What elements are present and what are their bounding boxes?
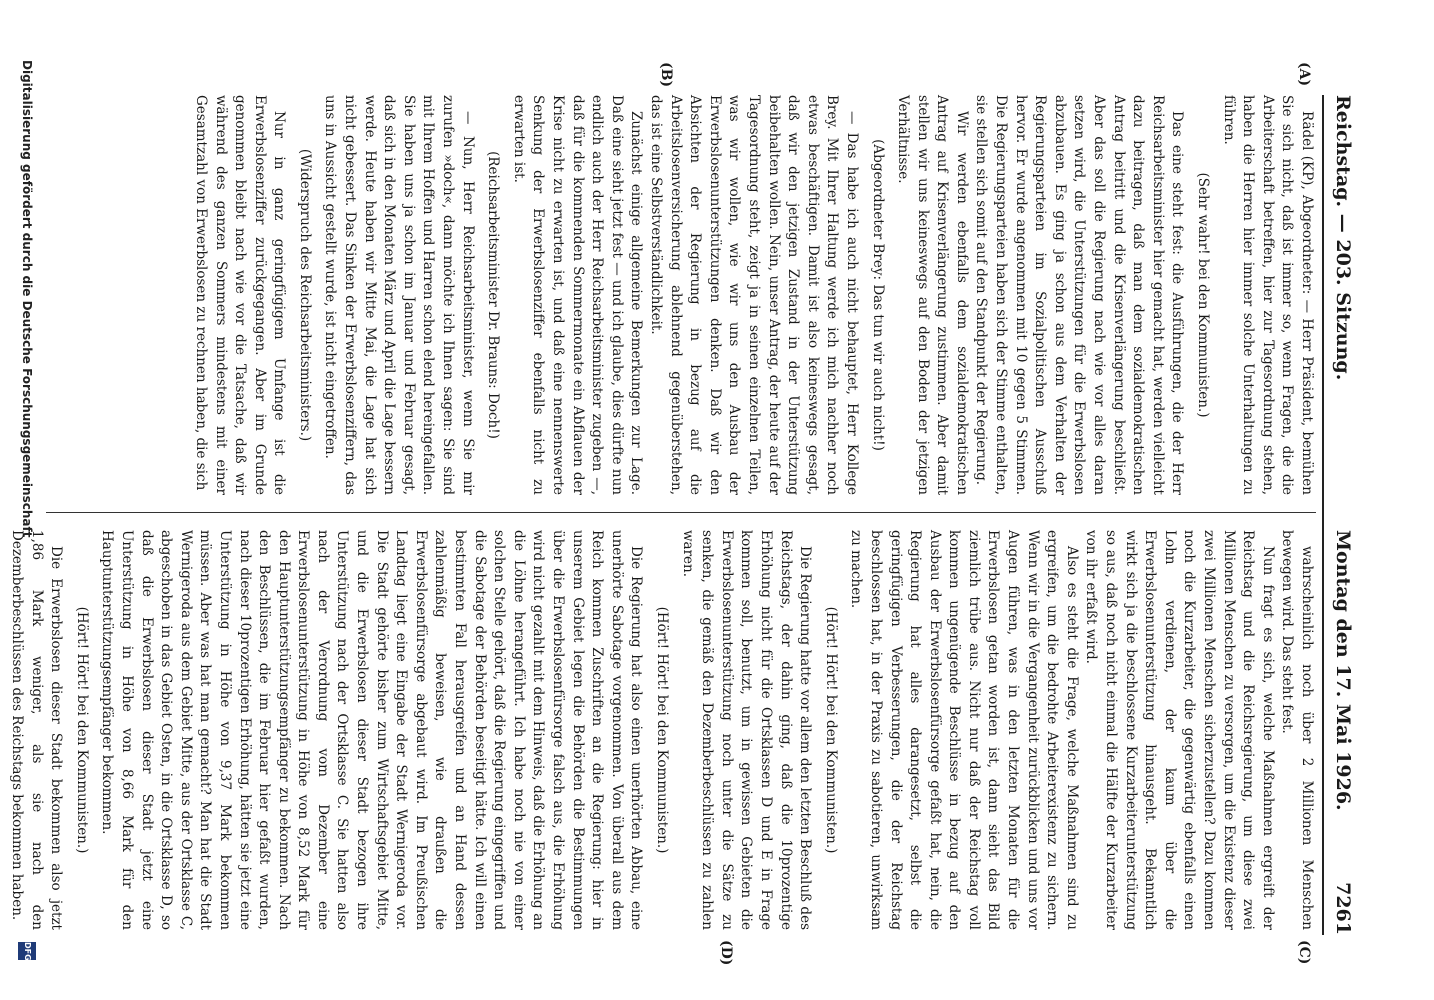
interjection: (Sehr wahr! bei den Kommunisten.)	[1195, 172, 1212, 418]
paragraph: Die Regierung hat also einen unerhörten Abbau, eine unerhörte Sabotage vorgenommen. Von überall aus dem Reich kommen Zuschriften an die Regierung: hier in unserem Gebiet legen die Behörden die Bestimmungen über die Erwerbslosenfürsorge falsch aus, die Erhöhung wird nicht gezahlt mit dem Hinweis, daß die Erhöhung an die Löhne herangeführt. Ich habe noch nie von einer solchen Stelle gehört, daß die Regierung eingegriffen und die Sabotage der Behörden beseitigt hätte. Ich will einen bestimmten Fall herausgreifen und an Hand dessen zahlenmäßig beweisen, wie draußen die Erwerbslosenfürsorge abgebaut wird. Im Preußischen Landtag liegt eine Eingabe der Stadt Wernigeroda vor. Die Stadt gehörte bisher zum Wirtschaftsgebiet Mitte, und die Erwerbslosen dieser Stadt bezogen ihre Unterstützung nach der Ortsklasse C. Sie hatten also nach der Verordnung vom Dezember eine Erwerbslosenunterstützung in Höhe von 8,52 Mark für den Hauptunterstützungsempfänger zu bekommen. Nach den Beschlüssen, die im Februar hier gefaßt wurden, nach dieser 10prozentigen Erhöhung, hätten sie jetzt eine Unterstützung in Höhe von 9,37 Mark bekommen müssen. Aber was hat man gemacht? Man hat die Stadt Wernigeroda aus dem Gebiet Mitte, aus der Ortsklasse C, abgeschoben in das Gebiet Osten, in die Ortsklasse D, so daß die Erwerbslosen dieser Stadt jetzt eine Unterstützung in Höhe von 8,66 Mark für den Hauptunterstützungsempfänger bekommen.	[99, 530, 645, 930]
interjection: (Widerspruch des Reichsarbeitsministers.)	[296, 148, 313, 442]
right-text-column	[9, 530, 1316, 930]
paragraph: Zunächst einige allgemeine Bemerkungen zur Lage. Daß eine sieht jetzt fest — und ich glaube, dies dürfte nun endlich auch der Herr Reichsarbeitsminister zugeben —, daß für die kommenden Sommermonate ein Abflauen der Krise nicht zu erwarten ist, und daß eine nennenswerte Senkung der Erwerbslosenziffer ebenfalls nicht zu erwarten ist.	[510, 95, 645, 495]
page-number: 7261	[1332, 882, 1354, 935]
paragraph: — Nun, Herr Reichsarbeitsminister, wenn Sie mir zurufen »doch«, dann möchte ich Ihnen sagen: Sie sind mit Ihrem Hoffen und Harren schon elend hereingefallen. Sie haben uns ja schon im Januar und Februar gesagt, daß sich in den Monaten März und April die Lage bessern werde. Heute haben wir Mitte Mai, die Lage hat sich nicht gebessert. Das Sinken der Erwerbslosenziffern, das uns in Aussicht gestellt wurde, ist nicht eingetroffen.	[322, 95, 476, 495]
paragraph: wahrscheinlich noch über 2 Millionen Menschen bewegen wird. Das steht fest.	[1279, 530, 1315, 930]
paragraph: Das eine steht fest: die Ausführungen, die der Herr Reichsarbeitsminister hier gemacht hat, werden vielleicht dazu beitragen, daß man dem sozialdemokratischen Antrag beitritt und die Krisenverlängerung beschließt. Aber das soll die Regierung nach wie vor alles daran setzen wird, die Unterstützungen für die Erwerbslosen abzubauen. Es ging ja schon aus dem Verhalten der Regierungsparteien im Sozialpolitischen Ausschuß hervor. Er wurde angenommen mit 10 gegen 5 Stimmen. Die Regierungsparteien haben sich der Stimme enthalten, sie stellen sich somit auf den Standpunkt der Regierung.	[973, 95, 1186, 495]
margin-marker-d: (D)	[718, 940, 734, 966]
left-text-column	[46, 95, 1316, 495]
header-title: Reichstag. — 203. Sitzung.	[1332, 95, 1354, 381]
column-divider	[46, 512, 1316, 513]
interjection: (Hört! Hört! bei den Kommunisten.)	[73, 606, 90, 854]
header-date: Montag den 17. Mai 1926.	[1332, 530, 1354, 811]
margin-marker-c: (C)	[1296, 940, 1312, 965]
page-footer	[14, 60, 34, 960]
paragraph: — Das habe ich auch nicht behauptet, Herr Kollege Brey. Mit Ihrer Haltung werde ich mich nachher noch etwas beschäftigen. Damit ist also keineswegs gesagt, daß wir den jetzigen Zustand in der Unterstützung beibehalten wollen. Nein, unser Antrag, der heute auf der Tagesordnung steht, zeigt ja in seinen einzelnen Teilen, was wir wollen, wie wir uns den Ausbau der Erwerbslosenunterstützungen denken. Daß wir den Absichten der Regierung in bezug auf die Arbeitslosenversicherung ablehnend gegenüberstehen, das ist eine Selbstverständlichkeit.	[648, 95, 860, 495]
dfg-logo: DFG	[18, 942, 36, 960]
page-header	[1322, 95, 1354, 935]
interjection: (Hört! Hört! bei den Kommunisten.)	[822, 606, 839, 854]
paragraph: Rädel (KP), Abgeordneter: — Herr Präsident, bemühen Sie sich nicht, daß ist immer so, wenn Fragen, die die Arbeiterschaft betreffen, hier zur Tagesordnung stehen, haben die Herren hier immer solche Unterhaltungen zu führen.	[1220, 95, 1315, 495]
interjection: (Hört! Hört! bei den Kommunisten.)	[654, 606, 670, 854]
paragraph: Nur in ganz geringfügigem Umfange ist die Erwerbslosenziffer zurückgegangen. Aber im Grunde genommen bleibt nach wie vor die Tatsache, daß wir während des ganzen Sommers mindestens mit einer Gesamtzahl von Erwerbslosen zu rechnen haben, die sich	[192, 95, 288, 495]
interjection: (Reichsarbeitsminister Dr. Brauns: Doch!)	[485, 151, 502, 439]
paragraph: Die Erwerbslosen dieser Stadt bekommen also jetzt 1,86 Mark weniger, als sie nach den Dezemberbeschlüssen des Reichstags bekommen haben.	[9, 530, 65, 930]
paragraph: Also es steht die Frage, welche Maßnahmen sind zu ergreifen, um die bedrohte Arbeiterexistenz zu sichern. Wenn wir in die Vergangenheit zurückblicken und uns vor Augen führen, was in den letzten Monaten für die Erwerbslosen getan worden ist, dann sieht das Bild ziemlich trübe aus. Nicht nur daß der Reichstag voll kommen ungenügende Beschlüsse in bezug auf den Ausbau der Erwerbslosenfürsorge gefaßt hat, nein, die Regierung hat alles darangesetzt, selbst die geringfügigen Verbesserungen, die der Reichstag beschlossen hat, in der Praxis zu sabotieren, unwirksam zu machen.	[848, 530, 1080, 930]
margin-marker-b: (B)	[658, 62, 674, 88]
paragraph: Nun fragt es sich, welche Maßnahmen ergreift der Reichstag und die Reichsregierung, um diese zwei Millionen Menschen zu versorgen, um die Existenz dieser zwei Millionen Menschen sicherzustellen? Dazu kommen noch die Kurzarbeiter, die gegenwärtig ebenfalls einen Lohn verdienen, der kaum über die Erwerbslosenunterstützung hinausgeht. Bekanntlich wirkt sich ja die beschlossene Kurzarbeiterunterstützung so aus, daß noch nicht einmal die Hälfte der Kurzarbeiter von ihr erfaßt wird.	[1083, 530, 1276, 930]
margin-marker-a: (A)	[1296, 62, 1312, 87]
paragraph: Wir werden ebenfalls dem sozialdemokratischen Antrag auf Krisenverlängerung zustimmen. Aber damit stellen wir uns keineswegs auf den Boden der jetzigen Verhältnisse.	[895, 95, 970, 495]
paragraph: Die Regierung hatte vor allem den letzten Beschluß des Reichstags, der dahin ging, daß die 10prozentige Erhöhung nicht für die Ortsklassen D und E in Frage kommen soll, benutzt, um in gewissen Gebieten die Erwerbslosenunterstützung noch unter die Sätze zu senken, die gemäß den Dezemberbeschlüssen zu zahlen waren.	[679, 530, 814, 930]
dfg-credit: Digitalisierung gefördert durch die Deutsche Forschungsgemeinschaft	[20, 60, 34, 538]
interjection: (Abgeordneter Brey: Das tun wir auch nicht!)	[869, 139, 886, 451]
